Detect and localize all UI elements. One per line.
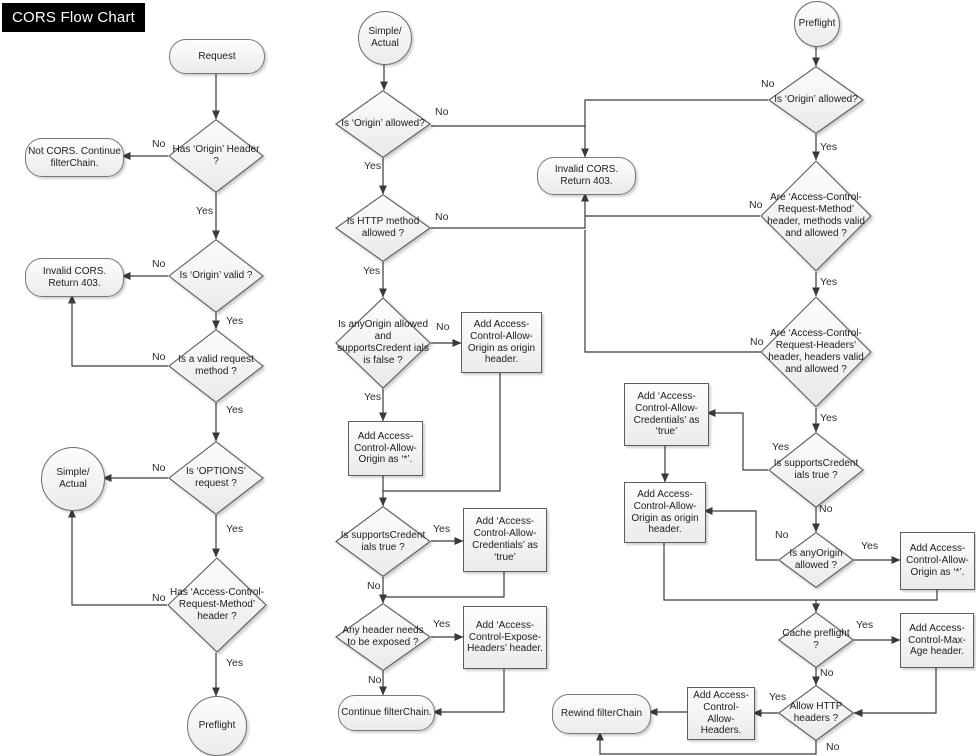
node-not-cors [25, 138, 124, 177]
edge-label-yes: Yes [226, 315, 244, 327]
edge-label-yes: Yes [226, 657, 244, 669]
node-add-expose-headers-label: Add ‘Access-Control-Expose-Headers’ header. [467, 619, 543, 655]
edge-label-no: No [152, 138, 166, 150]
node-add-acao-star-right-label: Add Access-Control-Allow-Origin as ‘*’. [906, 543, 969, 578]
node-has-origin-header-label: Has ‘Origin’ Header ? [172, 144, 260, 167]
edge-label-yes: Yes [364, 391, 382, 403]
node-add-acao-origin-right [624, 482, 706, 543]
connector-acrmheader-no [72, 509, 167, 605]
node-is-origin-valid [168, 239, 264, 313]
node-add-max-age [900, 613, 974, 668]
node-is-options-request-label: Is ‘OPTIONS’ request ? [185, 466, 246, 489]
edge-label-no: No [435, 211, 449, 223]
edge-label-no: No [749, 199, 763, 211]
node-cache-preflight-label: Cache preflight ? [782, 628, 850, 651]
edge-label-yes: Yes [820, 276, 838, 288]
chart-title: CORS Flow Chart [2, 3, 145, 32]
node-invalid-cors-mid-label: Invalid CORS. Return 403. [554, 164, 619, 187]
edge-label-no: No [367, 580, 381, 592]
node-add-acac-true-mid-label: Add ‘Access-Control-Allow-Credentials’ as ‘true’ [472, 516, 538, 563]
node-add-acao-star-right [900, 532, 975, 590]
node-is-http-method-allowed [335, 194, 431, 262]
node-simple-actual-top-label: Simple/ Actual [368, 26, 402, 49]
node-add-acac-true-mid [463, 508, 547, 572]
node-add-allow-headers [687, 687, 755, 740]
node-preflight-top-label: Preflight [798, 18, 836, 30]
node-cache-preflight [778, 612, 854, 668]
edge-label-no: No [761, 78, 775, 90]
edge-label-no: No [152, 351, 166, 363]
node-is-origin-allowed-right-label: Is ‘Origin’ allowed? [774, 94, 858, 106]
edge-label-yes: Yes [433, 618, 451, 630]
node-request [169, 39, 265, 74]
edge-label-yes: Yes [226, 523, 244, 535]
node-preflight-left-label: Preflight [198, 720, 236, 732]
connector-maxage-allowheaders [854, 666, 936, 713]
edge-label-yes: Yes [820, 141, 838, 153]
node-add-acao-origin-right-label: Add Access-Control-Allow-Origin as origin header. [631, 488, 699, 536]
node-preflight-left [187, 696, 247, 756]
node-are-acrh-valid [760, 296, 872, 408]
node-is-origin-allowed-mid [335, 90, 431, 158]
node-any-header-exposed [335, 603, 431, 671]
node-has-origin-header [168, 119, 264, 193]
node-is-valid-request-method-label: Is a valid request method ? [178, 354, 254, 377]
node-add-max-age-label: Add Access-Control-Max-Age header. [908, 622, 966, 658]
edge-label-yes: Yes [820, 412, 838, 424]
node-are-acrm-valid-label: Are ‘Access-Control-Request-Method’ header, methods valid and allowed ? [767, 192, 865, 239]
node-is-anyorigin-allowed-label: Is anyOrigin allowed ? [789, 548, 843, 571]
node-rewind-filterchain-label: Rewind filterChain [560, 708, 643, 720]
node-are-acrh-valid-label: Are ‘Access-Control-Request-Headers’ header, headers valid and allowed ? [768, 328, 864, 375]
edge-label-no: No [826, 741, 840, 753]
node-continue-filterchain-label: Continue filterChain. [341, 707, 432, 719]
node-is-origin-allowed-mid-label: Is ‘Origin’ allowed? [341, 118, 425, 130]
node-allow-http-headers-label: Allow HTTP headers ? [789, 701, 843, 724]
node-add-acac-true-right [624, 383, 709, 446]
node-supports-credentials-mid-label: Is supportsCredent ials true ? [340, 529, 426, 553]
edge-label-no: No [819, 503, 833, 515]
node-is-anyorigin-allowed [778, 532, 854, 588]
connector-httpmethod-no [431, 193, 585, 228]
connector-exposeheaders-continue [433, 667, 504, 712]
edge-label-yes: Yes [856, 619, 874, 631]
edge-label-no: No [820, 667, 834, 679]
edge-label-no: No [436, 321, 450, 333]
connector-originallowed-no-mid [431, 126, 585, 157]
node-add-expose-headers [463, 606, 547, 669]
node-is-http-method-allowed-label: Is HTTP method allowed ? [346, 216, 420, 239]
node-add-acao-origin-mid [461, 312, 542, 373]
node-not-cors-label: Not CORS. Continue filterChain. [28, 145, 121, 169]
node-anyorigin-supports-false-label: Is anyOrigin allowed and supportsCredent ials is false ? [337, 319, 429, 366]
edge-label-yes: Yes [433, 523, 451, 535]
connector-supportscred-yes-right [707, 413, 768, 470]
edge-label-no: No [435, 106, 449, 118]
edge-label-yes: Yes [226, 404, 244, 416]
edge-label-no: No [152, 462, 166, 474]
edge-label-yes: Yes [363, 265, 381, 277]
edge-label-yes: Yes [196, 205, 214, 217]
node-simple-actual-top [358, 11, 412, 65]
node-invalid-cors-left [25, 258, 124, 297]
node-is-origin-allowed-right [768, 66, 864, 134]
connector-acrhvalid-no [585, 230, 762, 352]
node-has-acrm-header-label: Has ‘Access-Control-Request-Method’ header ? [170, 587, 264, 622]
node-has-acrm-header [167, 557, 267, 653]
edge-label-yes: Yes [772, 441, 790, 453]
node-preflight-top [794, 1, 840, 47]
node-request-label: Request [198, 50, 236, 62]
edge-label-yes: Yes [769, 691, 787, 703]
node-allow-http-headers [778, 685, 854, 741]
edge-label-yes: Yes [364, 160, 382, 172]
edge-label-no: No [152, 592, 166, 604]
node-add-acao-origin-mid-label: Add Access-Control-Allow-Origin as origin header. [467, 318, 536, 366]
edge-label-no: No [750, 336, 764, 348]
edge-label-no: No [775, 529, 789, 541]
node-invalid-cors-left-label: Invalid CORS. Return 403. [42, 265, 107, 289]
edge-label-no: No [152, 258, 166, 270]
node-add-acac-true-right-label: Add ‘Access-Control-Allow-Credentials’ as ‘true’ [633, 390, 700, 438]
connector-anyorigin-no-right [704, 511, 778, 560]
node-invalid-cors-mid [537, 157, 636, 195]
node-is-origin-valid-label: Is ‘Origin’ valid ? [179, 270, 253, 282]
node-supports-credentials-right-label: Is supportsCredent ials true ? [773, 458, 859, 481]
node-simple-actual-left [41, 447, 105, 511]
node-add-allow-headers-label: Add Access-Control-Allow-Headers. [693, 689, 749, 737]
edge-label-no: No [368, 674, 382, 686]
connector-originallowed-no-right [585, 100, 768, 128]
node-supports-credentials-mid [335, 506, 431, 577]
node-is-valid-request-method [168, 329, 264, 403]
node-anyorigin-supports-false [335, 297, 431, 389]
node-are-acrm-valid [760, 160, 872, 272]
node-any-header-exposed-label: Any header needs to be exposed ? [342, 625, 424, 648]
edge-label-yes: Yes [861, 540, 879, 552]
node-continue-filterchain [338, 695, 435, 731]
node-add-acao-star-mid-label: Add Access-Control-Allow-Origin as ‘*’. [354, 430, 417, 466]
node-simple-actual-left-label: Simple/ Actual [56, 467, 90, 490]
node-rewind-filterchain [552, 694, 651, 734]
node-add-acao-star-mid [348, 421, 423, 476]
node-is-options-request [168, 441, 264, 515]
